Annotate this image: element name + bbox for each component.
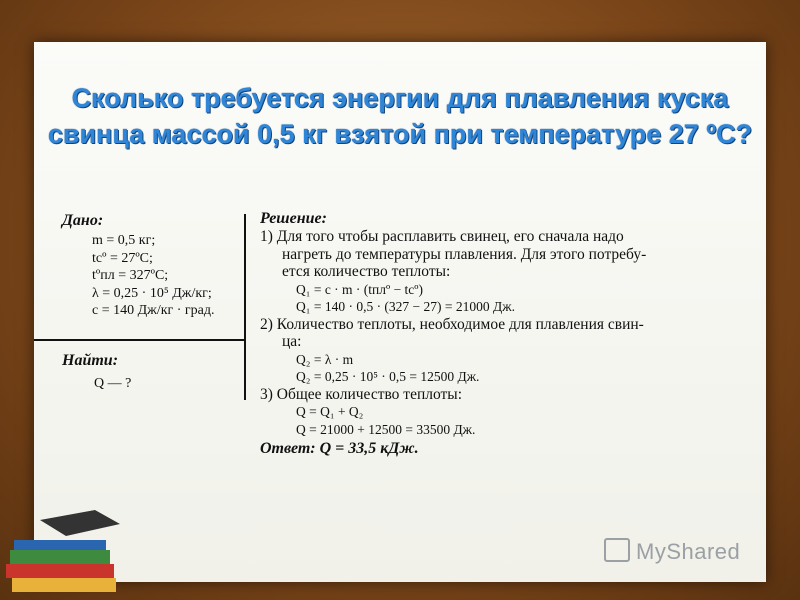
answer-line: Ответ: Q = 33,5 кДж. (260, 440, 419, 457)
step2-line-1: 2) Количество теплоты, необходимое для плавления свин- (260, 315, 644, 333)
step1-line-1: 1) Для того чтобы расплавить свинец, его сначала надо (260, 228, 624, 245)
graduation-cap-icon (40, 510, 120, 536)
given-line-melt-temp: tºпл = 327ºC; (92, 268, 169, 283)
logo-text: MyShared (636, 539, 741, 564)
title-line-2: свинца массой 0,5 кг взятой при температуре 27 ºС? (47, 119, 753, 149)
given-header: Дано: (62, 212, 104, 229)
vertical-divider (244, 214, 246, 400)
given-section (62, 212, 242, 320)
step3-formula-1: Q = Q₁ + Q₂ (296, 404, 364, 419)
step2-formula-2: Q₂ = 0,25 · 10⁵ · 0,5 = 12500 Дж. (296, 369, 480, 384)
step2-line-2: ца: (282, 333, 302, 350)
step1-formula-1: Q₁ = c · m · (tплº − tсº) (296, 281, 423, 297)
solution-section (260, 210, 760, 458)
presentation-screen-icon (604, 538, 630, 562)
step1-formula-2: Q₁ = 140 · 0,5 · (327 − 27) = 21000 Дж. (296, 299, 515, 314)
find-section (62, 352, 131, 392)
horizontal-divider (34, 339, 244, 341)
title-line-1: Сколько требуется энергии для плавления куска (71, 83, 729, 113)
watermark-logo (604, 538, 740, 565)
slide-title (34, 80, 766, 152)
step3-line-1: 3) Общее количество теплоты: (260, 385, 463, 403)
given-line-lambda: λ = 0,25 · 10⁵ Дж/кг; (92, 285, 212, 301)
books-icon (0, 510, 130, 600)
find-header: Найти: (62, 352, 119, 369)
given-line-start-temp: tсº = 27ºC; (92, 250, 153, 266)
find-line: Q — ? (94, 376, 132, 391)
step1-line-2: нагреть до температуры плавления. Для этого потребу- (282, 245, 647, 263)
solution-header: Решение: (260, 210, 327, 227)
given-line-mass: m = 0,5 кг; (92, 233, 156, 248)
step1-line-3: ется количество теплоты: (282, 263, 451, 280)
step2-formula-1: Q₂ = λ · m (296, 351, 354, 367)
step3-formula-2: Q = 21000 + 12500 = 33500 Дж. (296, 421, 476, 437)
given-line-heat-capacity: c = 140 Дж/кг · град. (92, 303, 215, 318)
